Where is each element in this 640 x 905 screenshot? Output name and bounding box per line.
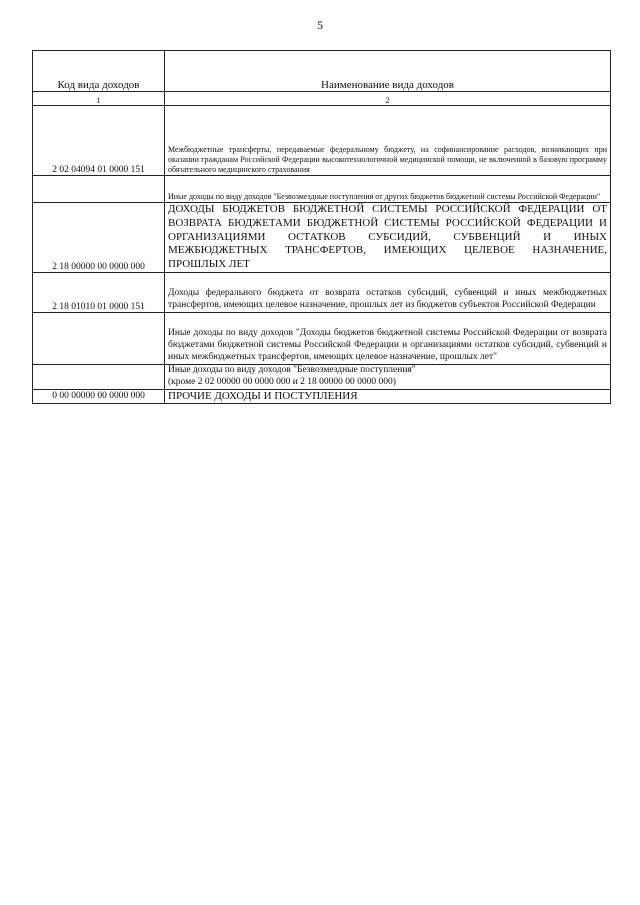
income-code: 2 18 00000 00 0000 000 xyxy=(33,203,165,273)
table-row xyxy=(33,364,611,389)
column-number-2: 2 xyxy=(165,92,611,106)
table-row xyxy=(33,203,611,273)
income-name-line-1: Иные доходы по виду доходов "Безвозмездные поступления" xyxy=(168,364,416,375)
income-name: Иные доходы по виду доходов "Доходы бюджетов бюджетной системы Российской Федерации от возврата бюджетами бюджетной системы Российской Федерации и организациями остатков субсидий, субвенций и иных межбюджетных трансфертов, имеющих целевое назначение, прошлых лет" xyxy=(165,312,611,364)
income-name: ДОХОДЫ БЮДЖЕТОВ БЮДЖЕТНОЙ СИСТЕМЫ РОССИЙСКОЙ ФЕДЕРАЦИИ ОТ ВОЗВРАТА БЮДЖЕТАМИ БЮДЖЕТНОЙ СИСТЕМЫ РОССИЙСКОЙ ФЕДЕРАЦИИ И ОРГАНИЗАЦИЯМИ ОСТАТКОВ СУБСИДИЙ, СУБВЕНЦИЙ И ИНЫХ МЕЖБЮДЖЕТНЫХ ТРАНСФЕРТОВ, ИМЕЮЩИХ ЦЕЛЕВОЕ НАЗНАЧЕНИЕ, ПРОШЛЫХ ЛЕТ xyxy=(165,203,611,273)
table-row xyxy=(33,106,611,176)
income-code xyxy=(33,364,165,389)
income-name: Межбюджетные трансферты, передаваемые федеральному бюджету, на софинансирование расходов, возникающих при оказании гражданам Российской Федерации высокотехнологичной медицинской помощи, не включенной в базовую программу обязательного медицинского страхования xyxy=(165,106,611,176)
income-name: Доходы федерального бюджета от возврата остатков субсидий, субвенций и иных межбюджетных трансфертов, имеющих целевое назначение, прошлых лет из бюджетов субъектов Российской Федерации xyxy=(165,272,611,312)
page-number: 5 xyxy=(317,18,323,32)
table-row xyxy=(33,312,611,364)
income-code xyxy=(33,176,165,203)
income-name xyxy=(165,364,611,389)
table-row xyxy=(33,272,611,312)
income-name: Иные доходы по виду доходов "Безвозмездные поступления от других бюджетов бюджетной системы Российской Федерации" xyxy=(165,176,611,203)
income-code: 2 02 04094 01 0000 151 xyxy=(33,106,165,176)
table-header-row xyxy=(33,51,611,92)
header-name: Наименование вида доходов xyxy=(165,51,611,92)
income-code: 2 18 01010 01 0000 151 xyxy=(33,272,165,312)
column-number-1: 1 xyxy=(33,92,165,106)
income-name: ПРОЧИЕ ДОХОДЫ И ПОСТУПЛЕНИЯ xyxy=(165,389,611,404)
income-name-line-2: (кроме 2 02 00000 00 0000 000 и 2 18 00000 00 0000 000) xyxy=(168,376,396,387)
income-types-table xyxy=(32,50,611,404)
table-row xyxy=(33,176,611,203)
income-code xyxy=(33,312,165,364)
column-number-row xyxy=(33,92,611,106)
header-code: Код вида доходов xyxy=(33,51,165,92)
table-row xyxy=(33,389,611,404)
income-code: 0 00 00000 00 0000 000 xyxy=(33,389,165,404)
